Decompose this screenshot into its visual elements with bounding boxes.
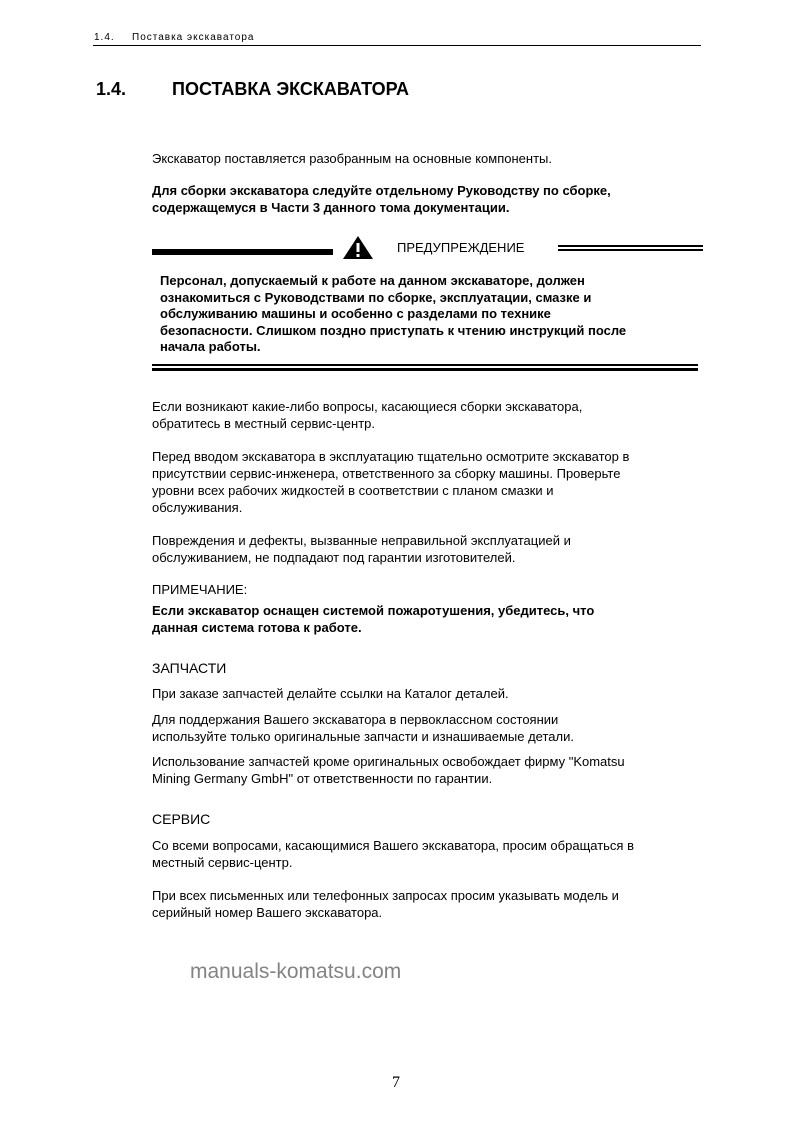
parts-paragraph: При заказе запчастей делайте ссылки на Каталог деталей. [152, 686, 509, 701]
service-paragraph: При всех письменных или телефонных запросах просим указывать модель и серийный номер Вашего экскаватора. [152, 888, 619, 920]
paragraph: Если возникают какие-либо вопросы, касающиеся сборки экскаватора, обратитесь в местный сервис-центр. [152, 399, 583, 431]
intro-paragraph: Экскаватор поставляется разобранным на основные компоненты. [152, 151, 552, 166]
running-header-number: 1.4. [94, 32, 115, 43]
note-label: ПРИМЕЧАНИЕ: [152, 582, 248, 597]
warning-text: Персонал, допускаемый к работе на данном экскаваторе, должен ознакомиться с Руководствами по сборке, эксплуатации, смазке и обслуживанию машины и особенно с разделами по технике безопасности. Слишком поздно приступать к чтению инструкций после начала работы. [160, 273, 627, 354]
warning-bar-left [152, 249, 333, 255]
paragraph: Повреждения и дефекты, вызванные неправильной эксплуатацией и обслуживанием, не подпадают под гарантии изготовителей. [152, 533, 571, 565]
page-title: ПОСТАВКА ЭКСКАВАТОРА [172, 79, 410, 99]
parts-heading: ЗАПЧАСТИ [152, 660, 227, 676]
title-number: 1.4. [96, 79, 127, 99]
note-text: Если экскаватор оснащен системой пожаротушения, убедитесь, что данная система готова к работе. [152, 603, 595, 635]
service-paragraph: Со всеми вопросами, касающимися Вашего экскаватора, просим обращаться в местный сервис-центр. [152, 838, 634, 870]
page-number: 7 [392, 1074, 400, 1091]
running-header-title: Поставка экскаватора [132, 32, 255, 43]
parts-paragraph: Для поддержания Вашего экскаватора в первоклассном состоянии используйте только оригинальные запчасти и изнашиваемые детали. [152, 712, 574, 744]
warning-end-rule-2 [152, 368, 698, 371]
watermark: manuals-komatsu.com [190, 960, 402, 983]
parts-paragraph: Использование запчастей кроме оригинальных освобождает фирму "Komatsu Mining Germany GmbH" от ответственности по гарантии. [152, 754, 625, 786]
assembly-note: Для сборки экскаватора следуйте отдельному Руководству по сборке, содержащемуся в Части 3 данного тома документации. [152, 183, 611, 215]
warning-triangle-icon [342, 235, 374, 260]
service-heading: СЕРВИС [152, 811, 211, 827]
paragraph: Перед вводом экскаватора в эксплуатацию тщательно осмотрите экскаватор в присутствии сервис-инженера, ответственного за сборку машины. Проверьте уровни всех рабочих жидкостей в соответствии с планом смазки и обслуживания. [152, 449, 630, 515]
header-rule [93, 45, 701, 46]
warning-end-rule-1 [152, 364, 698, 366]
warning-rule-bottom [558, 249, 703, 251]
warning-rule-top [558, 245, 703, 247]
warning-label: ПРЕДУПРЕЖДЕНИЕ [397, 240, 525, 255]
